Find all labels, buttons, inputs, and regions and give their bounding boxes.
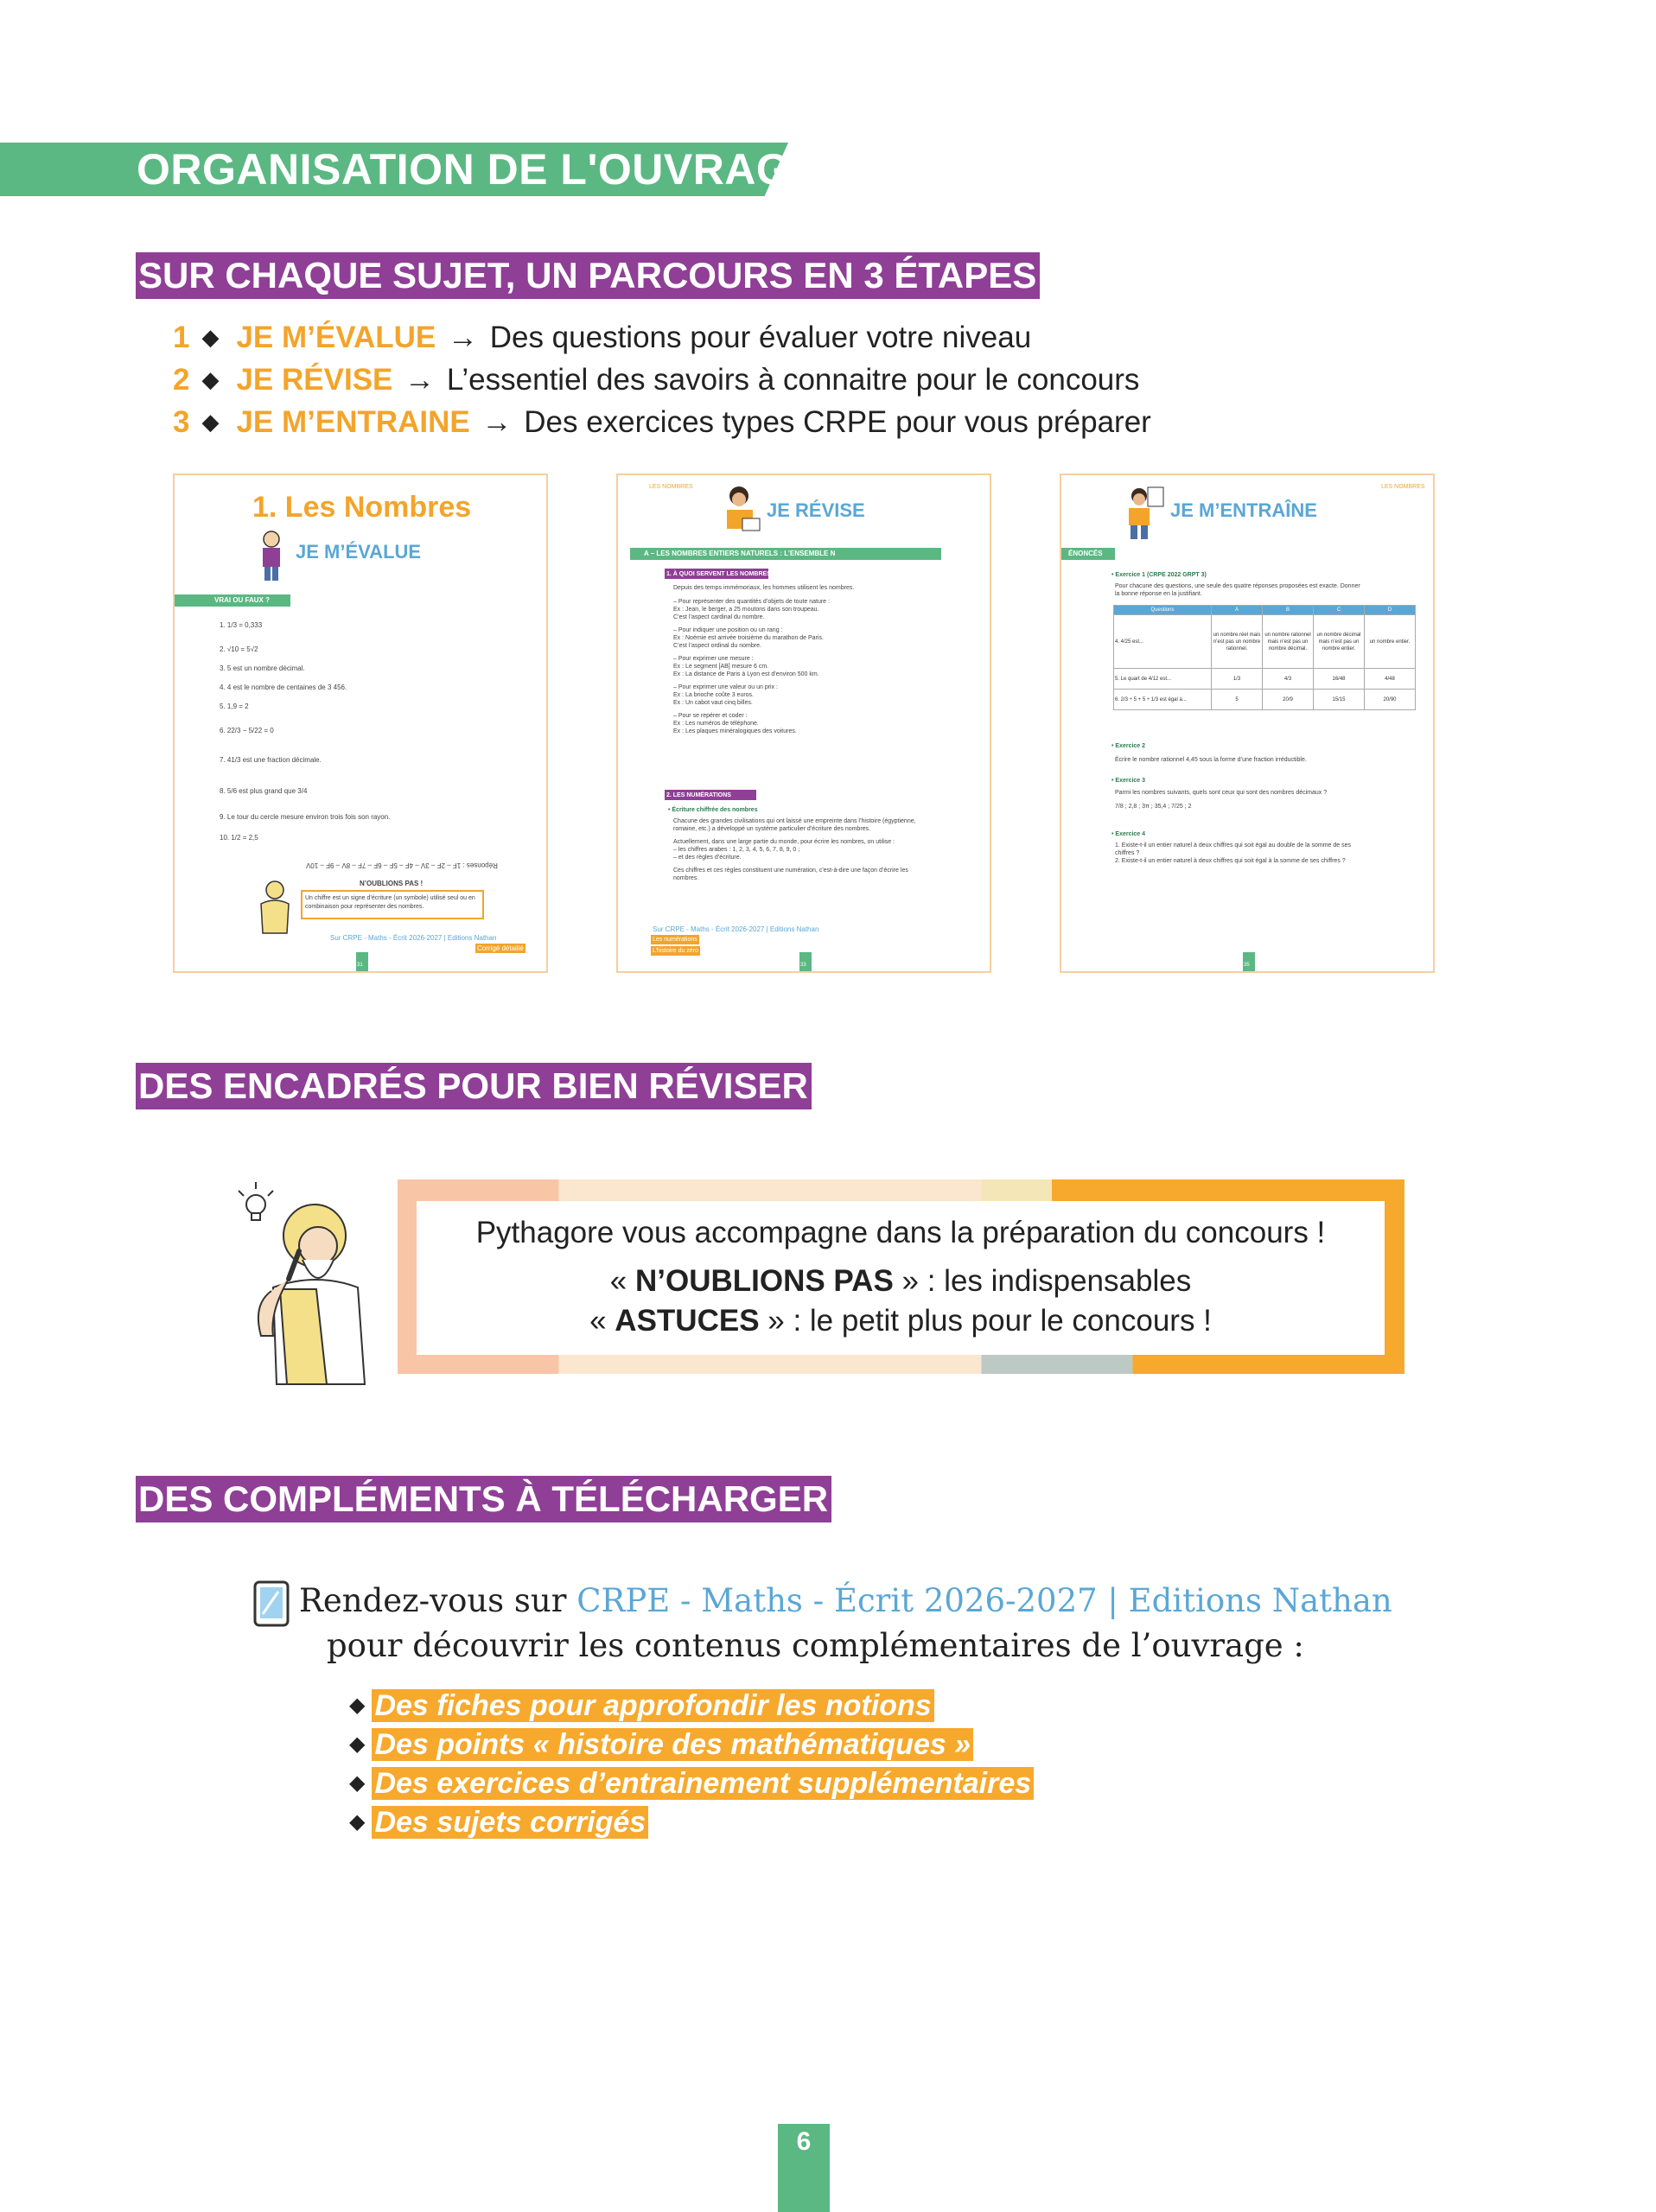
body-line: Ex : Le segment [AB] mesure 6 cm. [673, 664, 769, 670]
step-number: 2 [173, 363, 190, 397]
download-intro [299, 1580, 1392, 1623]
question-line: 1. 1/3 = 0,333 [220, 621, 263, 629]
website-link[interactable]: CRPE - Maths - Écrit 2026-2027 | Editions Nathan [576, 1582, 1392, 1619]
reminder-text: Un chiffre est un signe d’écriture (un symbole) utilisé seul ou en combinaison pour représenter des nombres. [305, 895, 475, 910]
download-item[interactable]: Des sujets corrigés [372, 1806, 648, 1839]
question-line: 5. 1,9 = 2 [220, 702, 249, 710]
arrow-icon: → [447, 321, 478, 354]
body-line: Ces chiffres et ces règles constituent une numération, c’est-à-dire une façon d’écrire les [673, 868, 908, 874]
thumb-footer-link: Sur CRPE - Maths - Écrit 2026-2027 | Editions Nathan [330, 934, 497, 942]
body-line: Depuis des temps immémoriaux, les hommes utilisent les nombres. [673, 585, 855, 591]
body-line: Ex : Les numéros de téléphone. [673, 721, 759, 727]
steps-list [173, 316, 1151, 443]
thumb-page-number: 31 [357, 963, 363, 968]
question-line: 10. 1/2 = 2,5 [220, 834, 258, 842]
thumb-page-number: 33 [800, 963, 806, 968]
thumb-footer-tag: L’histoire du zéro [653, 948, 698, 954]
thumb-body-text [673, 817, 916, 882]
exercise-title: • Exercice 1 (CRPE 2022 GRPT 3) [1111, 572, 1207, 578]
body-line: – Pour indiquer une position ou un rang : [673, 627, 783, 633]
body-line: – Pour exprimer une mesure : [673, 656, 754, 662]
page-title: ORGANISATION DE L'OUVRAGE [137, 145, 820, 194]
download-item[interactable]: Des fiches pour approfondir les notions [372, 1689, 933, 1722]
answers-upside-down: Réponses : 1F – 2F – 3V – 4F – 5F – 6F – 7F – 8V – 9F – 10V [306, 861, 498, 869]
exercise-line: la bonne réponse en la justifiant. [1115, 591, 1202, 597]
question-line: 2. √10 = 5√2 [220, 645, 258, 653]
body-line: – Pour se repérer et coder : [673, 713, 748, 719]
thumb-footer-link: Sur CRPE - Maths - Écrit 2026-2027 | Editions Nathan [653, 925, 819, 933]
body-line: Ex : Noémie est arrivée troisième du marathon de Paris. [673, 635, 824, 641]
question-line: 7. 41/3 est une fraction décimale. [220, 756, 322, 764]
table-cell: 5 [1212, 690, 1263, 710]
diamond-icon: ◆ [349, 1771, 366, 1795]
thumb-banner: JE M’ÉVALUE [296, 541, 422, 563]
quote-open: « [609, 1264, 635, 1298]
thumb-subheading: 1. À QUOI SERVENT LES NOMBRES ? [666, 571, 777, 577]
step-label: JE M’ÉVALUE [236, 321, 436, 354]
table-cell: un nombre décimal mais n’est pas un nombre entier. [1314, 615, 1365, 669]
question-line: 9. Le tour du cercle mesure environ trois fois son rayon. [220, 813, 391, 821]
table-cell: 15/15 [1314, 690, 1365, 710]
diamond-icon: ◆ [201, 324, 220, 350]
exercise-line: Pour chacune des questions, une seule des quatre réponses proposées est exacte. Donner [1115, 583, 1360, 589]
question-line: 4. 4 est le nombre de centaines de 3 456. [220, 683, 347, 691]
diamond-icon: ◆ [201, 409, 220, 435]
step-description: Des questions pour évaluer votre niveau [489, 321, 1032, 354]
thumb-tag: VRAI OU FAUX ? [214, 596, 271, 604]
exercise-line: 7/8 ; 2,8 ; 3π ; 35,4 ; 7/25 ; 2 [1115, 804, 1192, 810]
body-line: C’est l’aspect ordinal du nombre. [673, 643, 761, 649]
download-intro-line2: pour découvrir les contenus complémentaires de l’ouvrage : [327, 1627, 1304, 1664]
table-cell: un nombre entier. [1365, 615, 1416, 669]
download-item[interactable]: Des exercices d’entrainement supplémentaires [372, 1767, 1034, 1800]
body-line: Chacune des grandes civilisations qui ont laissé une empreinte dans l’histoire (égyptienne, [673, 818, 916, 824]
quote-open: « [589, 1304, 615, 1338]
thumb-corner-label: LES NOMBRES [649, 484, 693, 490]
table-cell: 20/90 [1365, 690, 1416, 710]
thumbnail-evaluate-page [173, 474, 548, 973]
thumb-footer-tag: Corrigé détaillé [477, 944, 524, 952]
diamond-icon: ◆ [201, 366, 220, 392]
pythagore-illustration [213, 1175, 377, 1387]
student-illustration [252, 529, 290, 582]
download-item[interactable]: Des points « histoire des mathématiques » [372, 1728, 973, 1761]
table-cell: 4. 4/25 est... [1114, 615, 1212, 669]
student-reading-illustration [720, 484, 763, 541]
callout-line-rest: » : les indispensables [893, 1264, 1192, 1298]
table-cell: 1/3 [1212, 669, 1263, 690]
table-header-cell: Questions [1114, 606, 1212, 615]
exercise-title: • Exercice 3 [1111, 778, 1146, 784]
arrow-icon: → [481, 405, 513, 439]
thumb-subtitle: • Écriture chiffrée des nombres [668, 807, 758, 813]
table-header-cell: A [1212, 606, 1263, 615]
body-line: – Pour exprimer une valeur ou un prix : [673, 684, 779, 690]
exercise-line: 1. Existe-t-il un entier naturel à deux chiffres qui soit égal au double de la somme de ses [1115, 842, 1352, 849]
list-item [349, 1805, 648, 1840]
diamond-icon: ◆ [349, 1732, 366, 1756]
list-item [349, 1688, 934, 1723]
tips-label: ASTUCES [615, 1304, 760, 1338]
exercise-table [1113, 605, 1416, 710]
question-line: 3. 5 est un nombre décimal. [220, 664, 305, 672]
reminder-title: N’OUBLIONS PAS ! [360, 880, 424, 887]
body-line: nombres. [673, 875, 699, 881]
exercise-title: • Exercice 2 [1111, 743, 1146, 749]
page-number: 6 [796, 2127, 812, 2156]
table-header-cell: B [1263, 606, 1314, 615]
exercise-title: • Exercice 4 [1111, 831, 1146, 837]
pythagore-small-illustration [252, 878, 297, 935]
callout-frame-bottom [398, 1354, 1404, 1374]
table-cell: 6. 2/3 ÷ 5 + 5 ÷ 1/3 est égal à... [1114, 690, 1212, 710]
section-heading-steps: SUR CHAQUE SUJET, UN PARCOURS EN 3 ÉTAPES [136, 252, 1040, 299]
section-heading-boxes: DES ENCADRÉS POUR BIEN RÉVISER [136, 1063, 812, 1109]
thumb-banner: JE RÉVISE [767, 499, 865, 521]
thumb-body-text [673, 584, 854, 735]
reminder-label: N’OUBLIONS PAS [634, 1264, 894, 1298]
callout-line [417, 1262, 1385, 1301]
callout-line [417, 1301, 1385, 1341]
arrow-icon: → [404, 363, 436, 397]
table-cell: 16/48 [1314, 669, 1365, 690]
body-line: Ex : Un cabot vaut cinq billes. [673, 700, 753, 706]
body-line: Ex : Les plaques minéralogiques des voitures. [673, 728, 797, 734]
question-line: 6. 22/3 − 5/22 = 0 [220, 727, 274, 734]
student-board-illustration [1124, 484, 1167, 541]
body-line: Actuellement, dans une large partie du monde, pour écrire les nombres, on utilise : [673, 839, 895, 845]
reminder-box [301, 890, 484, 919]
body-line: romaine, etc.) a développé un système particulier d’écriture des nombres. [673, 826, 870, 832]
thumbnail-revise-page [616, 474, 991, 973]
step-item [173, 316, 1151, 359]
step-number: 1 [173, 321, 190, 354]
step-description: L’essentiel des savoirs à connaitre pour le concours [446, 363, 1140, 397]
step-item [173, 401, 1151, 443]
table-header-cell: D [1365, 606, 1416, 615]
callout-line-rest: » : le petit plus pour le concours ! [759, 1304, 1212, 1338]
body-line: – et des règles d’écriture. [673, 855, 742, 861]
body-line: – les chiffres arabes : 1, 2, 3, 4, 5, 6, 7, 8, 9, 0 ; [673, 847, 800, 853]
thumb-corner-label: LES NOMBRES [1381, 484, 1425, 490]
thumb-subheading: 2. LES NUMÉRATIONS [666, 792, 731, 798]
diamond-icon: ◆ [349, 1810, 366, 1834]
intro-prefix: Rendez-vous sur [299, 1582, 577, 1619]
table-cell: 4/3 [1263, 669, 1314, 690]
body-line: Ex : Jean, le berger, a 25 moutons dans son troupeau. [673, 607, 819, 613]
exercise-line: 2. Existe-t-il un entier naturel à deux chiffres qui soit égal à la somme de ses chiffres ? [1115, 858, 1346, 864]
section-heading-downloads: DES COMPLÉMENTS À TÉLÉCHARGER [136, 1476, 831, 1522]
table-cell: 5. Le quart de 4/12 est... [1114, 669, 1212, 690]
tablet-icon [252, 1580, 290, 1628]
body-line: C’est l’aspect cardinal du nombre. [673, 614, 765, 620]
step-item [173, 359, 1151, 401]
thumb-footer-tag: Les numérations [653, 937, 697, 943]
diamond-icon: ◆ [349, 1694, 366, 1717]
table-cell: 4/48 [1365, 669, 1416, 690]
thumb-banner: JE M’ENTRAÎNE [1170, 499, 1317, 521]
exercise-line: chiffres ? [1115, 850, 1140, 856]
table-header-cell: C [1314, 606, 1365, 615]
table-cell: 20/9 [1263, 690, 1314, 710]
table-cell: un nombre réel mais n’est pas un nombre rationnel. [1212, 615, 1263, 669]
step-description: Des exercices types CRPE pour vous préparer [524, 405, 1151, 439]
thumb-tag: ÉNONCÉS [1068, 550, 1103, 557]
body-line: Ex : La brioche coûte 3 euros. [673, 692, 754, 698]
thumbnail-practice-page [1060, 474, 1435, 973]
body-line: – Pour représenter des quantités d’objets de toute nature : [673, 599, 830, 605]
thumb-section-title: A – LES NOMBRES ENTIERS NATURELS : L’ENSEMBLE N [644, 550, 836, 557]
table-cell: un nombre rationnel mais n’est pas un nombre décimal. [1263, 615, 1314, 669]
chapter-title: 1. Les Nombres [252, 491, 472, 524]
question-line: 8. 5/6 est plus grand que 3/4 [220, 787, 308, 795]
step-number: 3 [173, 405, 190, 439]
list-item [349, 1727, 973, 1762]
step-label: JE M’ENTRAINE [236, 405, 470, 439]
callout-line: Pythagore vous accompagne dans la préparation du concours ! [475, 1216, 1326, 1249]
exercise-line: Écrire le nombre rationnel 4,45 sous la forme d’une fraction irréductible. [1115, 757, 1307, 763]
list-item [349, 1766, 1034, 1801]
thumb-page-number: 35 [1244, 963, 1250, 968]
body-line: Ex : La distance de Paris à Lyon est d’environ 500 km. [673, 671, 819, 677]
exercise-line: Parmi les nombres suivants, quels sont ceux qui sont des nombres décimaux ? [1115, 790, 1328, 796]
step-label: JE RÉVISE [236, 363, 393, 397]
